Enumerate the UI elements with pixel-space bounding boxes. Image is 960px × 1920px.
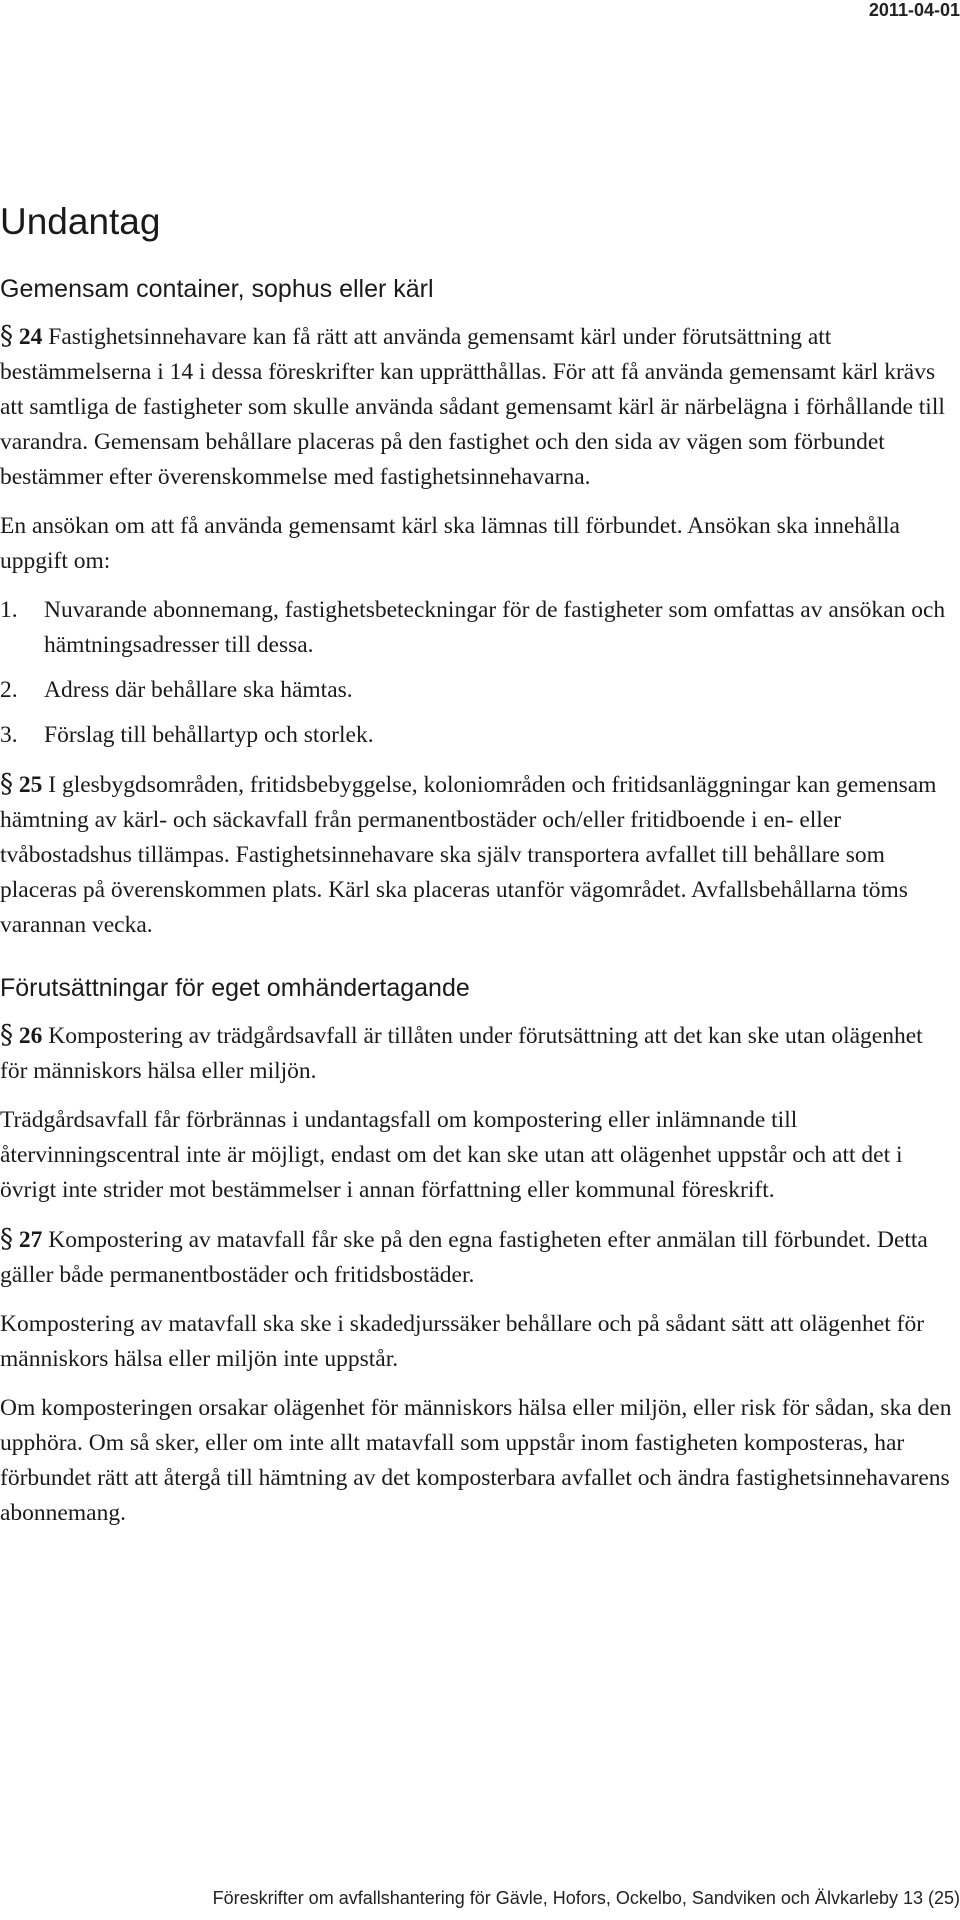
list-item-text: Nuvarande abonnemang, fastighetsbeteckningar för de fastigheter som omfattas av ansökan och hämtningsadresser till dessa. <box>44 597 946 658</box>
garden-burning-text: Trädgårdsavfall får förbrännas i undantagsfall om kompostering eller inlämnande till återvinningscentral inte är möjligt, endast om det kan ske utan att olägenhet uppstår och att det i övrigt inte strider mot bestämmelser i annan författning eller kommunal föreskrift. <box>0 1107 903 1203</box>
list-item-number: 2. <box>0 677 18 703</box>
paragraph-number: 26 <box>18 1023 43 1049</box>
paragraph-25-text: I glesbygdsområden, fritidsbebyggelse, koloniområden och fritidsanläggningar kan gemensam hämtning av kärl- och säckavfall från permanentbostäder och/eller fritidboende i en- eller tvåbostadshus tillämpas. Fastighetsinnehavare ska själv transportera avfallet till behållare som placeras på överenskommen plats. Kärl ska placeras utanför vägområdet. Avfallsbehållarna töms varannan vecka. <box>0 772 937 938</box>
section-symbol: § <box>0 1020 13 1050</box>
paragraph-25 <box>0 767 955 943</box>
nuisance-text: Om komposteringen orsakar olägenhet för människors hälsa eller miljön, eller risk för sådan, ska den upphöra. Om så sker, eller om inte allt matavfall som uppstår inom fastigheten komposteras, har förbundet rätt att återgå till hämtning av det komposterbara avfallet och ändra fastighetsinnehavarens abonnemang. <box>0 1395 952 1526</box>
paragraph-26 <box>0 1018 955 1089</box>
page-footer: Föreskrifter om avfallshantering för Gävle, Hofors, Ockelbo, Sandviken och Älvkarleby 13 (25) <box>212 1888 960 1908</box>
section-heading-own-handling: Förutsättningar för eget omhändertagande <box>0 974 470 1002</box>
list-item-number: 3. <box>0 722 18 748</box>
section-symbol: § <box>0 321 13 351</box>
section-symbol: § <box>0 1224 13 1254</box>
paragraph-24-text: Fastighetsinnehavare kan få rätt att använda gemensamt kärl under förutsättning att bestämmelserna i 14 i dessa föreskrifter kan upprätthållas. För att få använda gemensamt kärl krävs att samtliga de fastigheter som skulle använda sådant gemensamt kärl är närbelägna i förhållande till varandra. Gemensam behållare placeras på den fastighet och den sida av vägen som förbundet bestämmer efter överenskommelse med fastighetsinnehavarna. <box>0 324 945 490</box>
section-heading-common-container: Gemensam container, sophus eller kärl <box>0 275 434 303</box>
paragraph-26-text: Kompostering av trädgårdsavfall är tillåten under förutsättning att det kan ske utan olägenhet för människors hälsa eller miljön. <box>0 1023 923 1084</box>
food-composting-text: Kompostering av matavfall ska ske i skadedjurssäker behållare och på sådant sätt att olägenhet för människors hälsa eller miljön inte uppstår. <box>0 1311 925 1372</box>
paragraph-number: 24 <box>18 324 43 350</box>
section-symbol: § <box>0 769 13 799</box>
list-item-text: Adress där behållare ska hämtas. <box>44 677 353 703</box>
list-item <box>0 718 955 753</box>
paragraph-number: 27 <box>18 1227 43 1253</box>
paragraph-24 <box>0 319 955 495</box>
list-item-text: Förslag till behållartyp och storlek. <box>44 722 374 748</box>
paragraph-number: 25 <box>18 772 43 798</box>
list-item-number: 1. <box>0 597 18 623</box>
document-body <box>0 200 955 1545</box>
application-text: En ansökan om att få använda gemensamt kärl ska lämnas till förbundet. Ansökan ska innehålla uppgift om: <box>0 513 900 574</box>
paragraph-27-text: Kompostering av matavfall får ske på den egna fastigheten efter anmälan till förbundet. Detta gäller både permanentbostäder och fritidsbostäder. <box>0 1227 928 1288</box>
header-date: 2011-04-01 <box>868 0 960 20</box>
application-requirements-list <box>0 593 955 753</box>
paragraph-27 <box>0 1222 955 1293</box>
page-title: Undantag <box>0 201 161 242</box>
list-item <box>0 673 955 708</box>
list-item <box>0 593 955 663</box>
